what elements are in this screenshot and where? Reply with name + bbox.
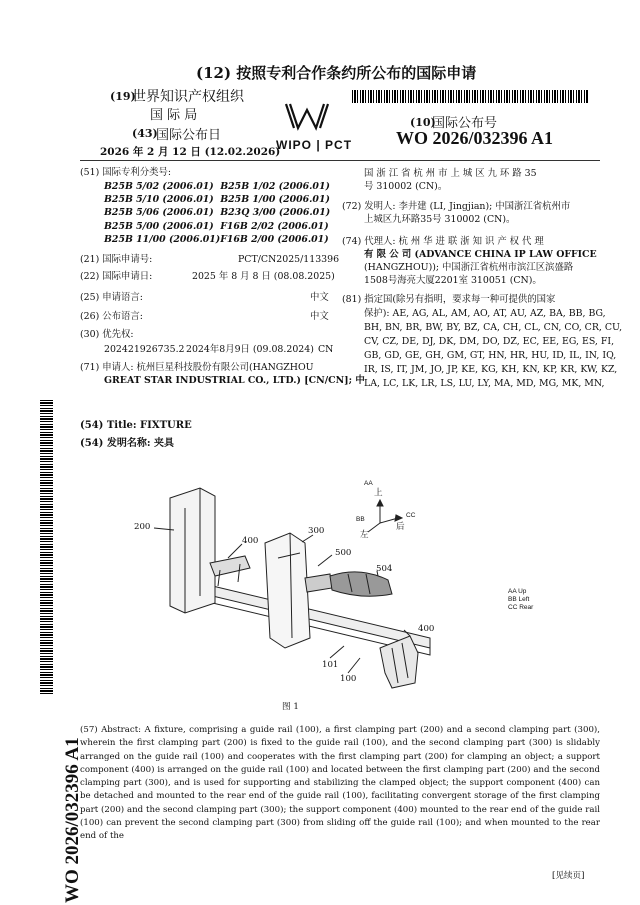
title-cn: (54) 发明名称: 夹具 [80, 438, 175, 449]
guide-rail-drawing [200, 583, 430, 648]
org-name: 世界知识产权组织 [132, 89, 244, 105]
states-line2: 保护): AE, AG, AL, AM, AO, AT, AU, AZ, BA, BB, BG, [364, 308, 606, 319]
doc-title: (12) 按照专利合作条约所公布的国际申请 [196, 64, 477, 82]
header-rule [80, 160, 600, 161]
agent-line1: (74) 代理人: 杭 州 华 进 联 浙 知 识 产 权 代 理 [342, 236, 544, 247]
pub-no: WO 2026/032396 A1 [396, 128, 554, 148]
wipo-logo: WIPO | PCT [276, 138, 353, 152]
label-up: 上 [374, 488, 383, 498]
title-en: (54) Title: FIXTURE [80, 420, 192, 431]
filing-date: 2025 年 8 月 8 日 (08.08.2025) [192, 271, 335, 282]
states-line3: BH, BN, BR, BW, BY, BZ, CA, CH, CL, CN, CO, CR, CU, [364, 322, 623, 333]
addr-line1: 国 浙 江 省 杭 州 市 上 城 区 九 环 路 35 [364, 168, 537, 179]
pub-lang-label: (26) 公布语言: [80, 311, 143, 322]
priority-no: 202421926735.2 [104, 344, 185, 355]
wipo-emblem-icon [284, 100, 330, 132]
label-left: 左 [360, 530, 369, 540]
pub-date-code: (43) [132, 127, 158, 140]
figure-legend [508, 588, 533, 612]
label-200: 200 [134, 522, 151, 532]
legend-item: AA Up [508, 588, 527, 595]
support-rear-drawing [380, 636, 418, 688]
app-no-label: (21) 国际申请号: [80, 254, 153, 265]
screw-drawing [305, 574, 332, 592]
states-line1: (81) 指定国(除另有指明，要求每一种可提供的国家 [342, 294, 556, 305]
table-row: B25B 5/02 (2006.01) B25B 1/02 (2006.01) [104, 181, 330, 192]
label-rear: 后 [396, 522, 405, 532]
filing-lang-label: (25) 申请语言: [80, 292, 143, 303]
app-no: PCT/CN2025/113396 [238, 254, 340, 265]
org-code: (19) [110, 90, 136, 103]
continued-note: [见续页] [552, 871, 585, 881]
table-row: B25B 11/00 (2006.01) F16B 2/00 (2006.01) [104, 233, 329, 245]
figure-caption: 图 1 [282, 702, 299, 712]
label-400a: 400 [242, 536, 259, 546]
clamp-figure [130, 478, 600, 708]
label-bb: BB [356, 516, 365, 523]
pub-lang: 中文 [310, 311, 329, 322]
applicant-line2: GREAT STAR INDUSTRIAL CO., LTD.) [CN/CN]; 中 [104, 375, 365, 386]
states-line4: CV, CZ, DE, DJ, DK, DM, DO, DZ, EC, EE, EG, ES, FI, [364, 336, 615, 347]
org-sub: 国 际 局 [150, 108, 198, 123]
side-pub-no: WO 2026/032396 A1 [62, 737, 83, 903]
legend-item: CC Rear [508, 604, 534, 611]
priority-date: 2024年8月9日 (09.08.2024) [186, 344, 314, 355]
addr-line2: 号 310002 (CN)。 [364, 181, 448, 192]
filing-lang: 中文 [310, 292, 329, 303]
legend-item: BB Left [508, 596, 530, 603]
ipc-table [104, 180, 330, 246]
table-row: B25B 5/06 (2006.01) B23Q 3/00 (2006.01) [104, 207, 331, 219]
label-101: 101 [322, 660, 339, 670]
agent-line3: (HANGZHOU)); 中国浙江省杭州市滨江区滨盛路 [364, 262, 574, 273]
support-front-drawing [210, 556, 250, 576]
agent-line4: 1508号海亮大厦2201室 310051 (CN)。 [364, 275, 542, 286]
label-aa: AA [364, 480, 373, 487]
inventor-line1: (72) 发明人: 李井建 (LI, Jingjian); 中国浙江省杭州市 [342, 201, 571, 212]
states-line6: IR, IS, IT, JM, JO, JP, KE, KG, KH, KN, KP, KR, KW, KZ, [364, 364, 618, 375]
states-line7: LA, LC, LK, LR, LS, LU, LY, MA, MD, MG, MK, MN, [364, 378, 605, 389]
top-barcode [352, 90, 588, 103]
label-500: 500 [335, 548, 352, 558]
second-clamp-drawing [265, 533, 310, 648]
table-row: B25B 5/10 (2006.01) B25B 1/00 (2006.01) [104, 194, 330, 206]
states-line5: GB, GD, GE, GH, GM, GT, HN, HR, HU, ID, IL, IN, IQ, [364, 350, 617, 361]
handle-drawing [330, 572, 392, 596]
label-300: 300 [308, 526, 325, 536]
first-clamp-drawing [170, 488, 215, 613]
label-504: 504 [376, 564, 393, 574]
ipc-label: (51) 国际专利分类号: [80, 167, 172, 178]
label-100: 100 [340, 674, 357, 684]
pub-date: 2026 年 2 月 12 日 (12.02.2026) [100, 146, 281, 158]
side-barcode [40, 398, 53, 694]
pub-date-label: 国际公布日 [156, 128, 222, 143]
priority-label: (30) 优先权: [80, 329, 134, 340]
abstract: (57) Abstract: A fixture, comprising a guide rail (100), a first clamping part (200) and a second clamping part (300), wherein the first clamping part (200) is fixed to the guide rail (100), and the second clamping part (300) is slidably arranged on the guide rail (100) and cooperates with the first clamping part (200) for clamping an object; a support component (400) is arranged on the guide rail (100) and located between the first clamping part (200) and the second clamping part (300), and is used for supporting and stabilizing the clamped object; the support component (400) can be detached and mounted to the rear end of the guide rail (100), facilitating convergent storage of the first clamping part (200) and the second clamping part (300); the support component (400) mounted to the rear end of the guide rail (100) can prevent the second clamping part (300) from sliding off the guide rail (100); and when mounted to the rear end of the [80, 725, 600, 842]
label-cc: CC [406, 512, 416, 519]
inventor-line2: 上城区九环路35号 310002 (CN)。 [364, 214, 516, 225]
filing-label: (22) 国际申请日: [80, 271, 153, 282]
agent-line2: 有 限 公 司 (ADVANCE CHINA IP LAW OFFICE [364, 249, 597, 260]
pub-no-label: 国际公布号 [432, 116, 498, 131]
priority-cc: CN [318, 344, 334, 355]
applicant-line1: (71) 申请人: 杭州巨星科技股份有限公司(HANGZHOU [80, 362, 314, 373]
table-row: B25B 5/00 (2006.01) F16B 2/02 (2006.01) [104, 220, 329, 232]
pub-no-code: (10) [410, 116, 436, 129]
label-400b: 400 [418, 624, 435, 634]
